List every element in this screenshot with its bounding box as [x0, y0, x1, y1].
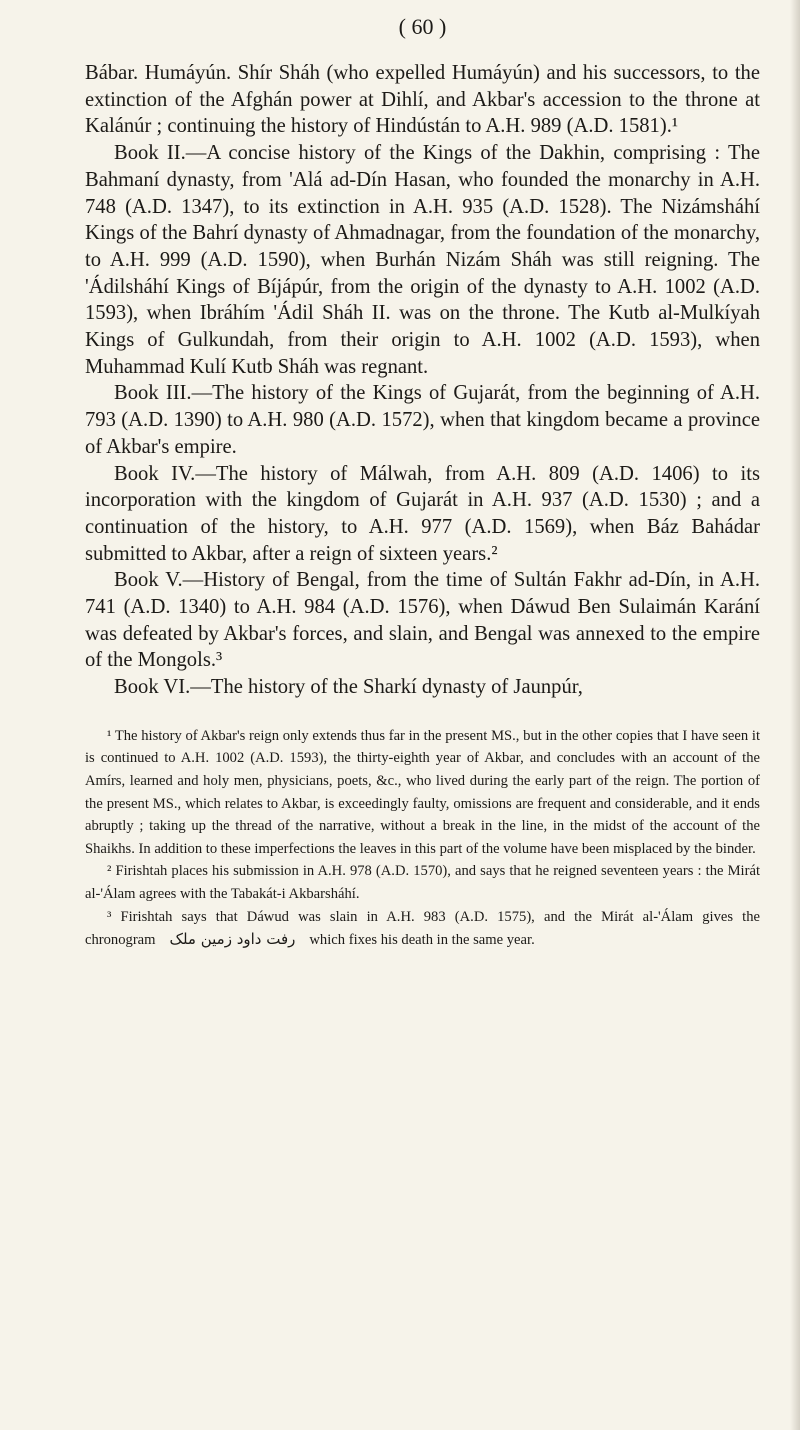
footnote-3 [85, 906, 760, 952]
paragraph-book-iv: Book IV.—The history of Málwah, from A.H. 809 (A.D. 1406) to its incorporation with the kingdom of Gujarát in A.H. 937 (A.D. 1530) ; and a continuation of the history, to A.H. 977 (A.D. 1569), when Báz Bahádar submitted to Akbar, after a reign of sixteen years.² [85, 462, 760, 565]
footnote-3-text-after: which fixes his death in the same year. [309, 932, 535, 949]
paragraph-book-vi: Book VI.—The history of the Sharkí dynasty of Jaunpúr, [114, 676, 583, 699]
page-edge-shadow [790, 0, 800, 1430]
paragraph-book-iii: Book III.—The history of the Kings of Gujarát, from the beginning of A.H. 793 (A.D. 1390) to A.H. 980 (A.D. 1572), when that kingdom became a province of Akbar's empire. [85, 382, 760, 458]
footnote-2: ² Firishtah places his submission in A.H. 978 (A.D. 1570), and says that he reigned seventeen years : the Mirát al-'Álam agrees with the Tabakát-i Akbarsháhí. [85, 863, 760, 903]
paragraph-babar: Bábar. Humáyún. Shír Sháh (who expelled Humáyún) and his successors, to the extinction of the Afghán power at Dihlí, and Akbar's accession to the throne at Kalánúr ; continuing the history of Hindústán to A.H. 989 (A.D. 1581).¹ [85, 62, 760, 138]
footnote-3-text-before: ³ Firishtah says that Dáwud was slain in A.H. 983 (A.D. 1575), and the Mirát al-'Álam gives the chronogram [85, 908, 760, 949]
page-number: ( 60 ) [398, 14, 447, 39]
footnote-1: ¹ The history of Akbar's reign only extends thus far in the present MS., but in the other copies that I have seen it is continued to A.H. 1002 (A.D. 1593), the thirty-eighth year of Akbar, and concludes with an account of the Amírs, learned and holy men, physicians, poets, &c., who lived during the early part of the reign. The portion of the present MS., which relates to Akbar, is exceedingly faulty, omissions are frequent and considerable, and it ends abruptly ; taking up the thread of the narrative, without a break in the line, in the midst of the account of the Shaikhs. In addition to these imperfections the leaves in this part of the volume have been misplaced by the binder. [85, 727, 760, 857]
paragraph-book-ii: Book II.—A concise history of the Kings of the Dakhin, comprising : The Bahmaní dynasty, from 'Alá ad-Dín Hasan, who founded the monarchy in A.H. 748 (A.D. 1347), to its extinction in A.H. 935 (A.D. 1528). The Nizámsháhí Kings of the Bahrí dynasty of Ahmadnagar, from the foundation of the monarchy, to A.H. 999 (A.D. 1590), when Burhán Nizám Sháh was still reigning. The 'Ádilsháhí Kings of Bíjápúr, from the origin of the dynasty to A.H. 1002 (A.D. 1593), when Ibráhím 'Ádil Sháh II. was on the throne. The Kutb al-Mulkíyah Kings of Gulkundah, from their origin to A.H. 1002 (A.D. 1593), when Muhammad Kulí Kutb Sháh was regnant. [85, 142, 760, 378]
arabic-chronogram: رفت داود زمین ملک [169, 930, 296, 949]
paragraph-book-v: Book V.—History of Bengal, from the time of Sultán Fakhr ad-Dín, in A.H. 741 (A.D. 1340) to A.H. 984 (A.D. 1576), when Dáwud Ben Sulaimán Karání was defeated by Akbar's forces, and slain, and Bengal was annexed to the empire of the Mongols.³ [85, 569, 760, 672]
